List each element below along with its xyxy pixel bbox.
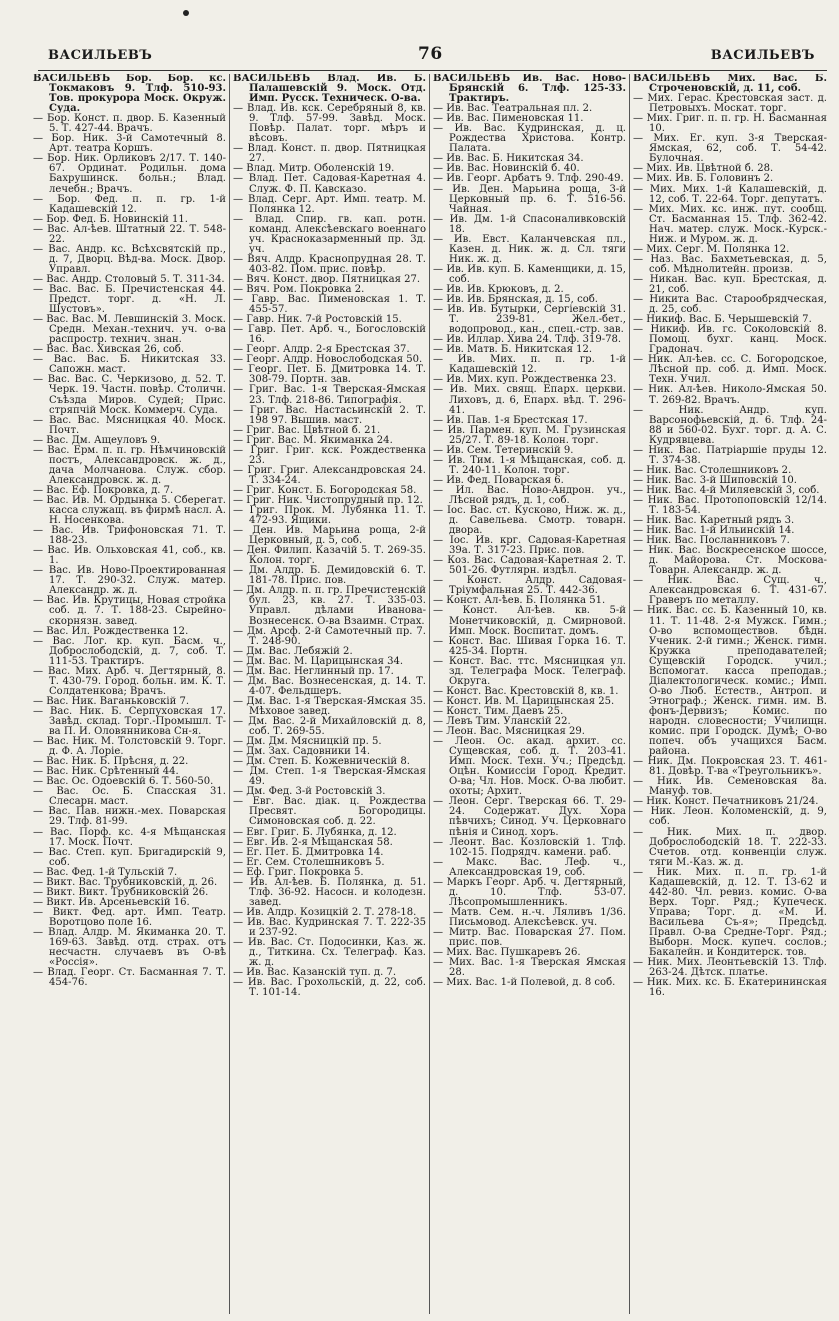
directory-entry: — Влад. Ив. кск. Серебряный 8, кв. 9. Тлф. 57-99. Завѣд. Моск. Повѣр. Палат. торг. мѣръ и вѣсовъ.	[233, 103, 426, 145]
directory-entry: — Ив. Ив. Брянская, д. 15, соб.	[433, 294, 598, 306]
directory-entry: — Ив. Вас. Пименовская 11.	[433, 113, 584, 125]
directory-entry: — Коз. Вас. Садовая-Каретная 2. Т. 501-26. Футлярн. издѣл.	[433, 555, 626, 577]
page-number: 76	[418, 44, 443, 64]
directory-entry: — Мих. Ив. Цвѣтной б. 28.	[633, 163, 774, 175]
directory-entry: — Мих. Вас. 1-я Тверская Ямская 28.	[433, 957, 626, 979]
directory-entry: — Ив. Фед. Поварская 6.	[433, 474, 564, 486]
directory-entry: — Викт. Фед. арт. Имп. Театр. Воротцово поле 16.	[33, 906, 226, 928]
directory-entry: — Конст. Вас. Шивая Горка 16. Т. 425-34. Портн.	[433, 635, 626, 657]
directory-entry: — Ив. Вас. Новинскій б. 40.	[433, 163, 580, 175]
directory-entry: — Дм. Вас. Лебяжій 2.	[233, 645, 353, 657]
directory-entry: — Вас. Пав. нижн.-мех. Поварская 29. Тлф. 81-99.	[33, 806, 226, 828]
directory-entry: — Григ. Григ. кск. Рождественка 23.	[233, 444, 426, 466]
directory-entry: — Наз. Вас. Бахметьевская, д. 5, соб. Мѣднолитейн. произв.	[633, 253, 827, 275]
directory-entry: — Вас. Мих. Арб. ч. Дегтярный, 8. Т. 430-79. Город. больн. им. К. Т. Солдатенкова; Врачъ.	[33, 665, 226, 697]
directory-entry: — Мих. Ив. Б. Головинъ 2.	[633, 173, 774, 185]
ink-spot	[183, 10, 189, 16]
column-3	[430, 74, 630, 1314]
directory-entry: — Гавр. Пет. Арб. ч., Богословскій 16.	[233, 324, 426, 346]
directory-entry: — Вас. Ос. Б. Спасская 31. Слесарн. маст.	[33, 786, 226, 808]
directory-entry: — Вас. Ив. Крутицы, Новая стройка соб. д. 7. Т. 188-23. Сырейно-скорнязн. завед.	[33, 595, 226, 627]
directory-entry: — Ив. Тим. 1-я Мѣщанская, соб. д. Т. 240-11. Колон. торг.	[433, 454, 626, 476]
directory-entry: — Евг. Вас. діак. ц. Рождества Пресвят. Богородицы. Симоновская соб. д. 22.	[233, 796, 426, 828]
directory-entry: — Никан. Вас. куп. Брестская, д. 21, соб.	[633, 273, 827, 295]
directory-entry: — Ник. Вас. 4-й Миляевскій 3, соб.	[633, 484, 820, 496]
directory-entry: — Вас. Ник. Б. Серпуховская 17. Завѣд. склад. Торг.-Промышл. Т-ва П. И. Оловянникова Сн-я.	[33, 705, 226, 738]
directory-entry: — Вас. Ив. Ново-Проектированная 17. Т. 290-32. Служ. матер. Александр. ж. д.	[33, 565, 226, 597]
directory-entry: — Ив. Вас. Казанскій туп. д. 7.	[233, 967, 397, 979]
directory-entry: — Конст. Ал-ѣев. Б. Полянка 51.	[433, 595, 606, 607]
directory-entry: — Конст. Тим. Даевъ 25.	[433, 705, 564, 717]
directory-entry: — Ив. Матв. Б. Никитская 12.	[433, 344, 593, 356]
directory-entry: — Никита Вас. Старообрядческая, д. 25, соб.	[633, 294, 827, 316]
directory-entry: — Ив. Мих. свящ. Епарх. церкви. Лиховъ, д. 6, Епарх. вѣд. Т. 296-41.	[433, 384, 626, 416]
directory-entry: — Ник. Леон. Коломенскій, д. 9, соб.	[633, 806, 827, 828]
directory-entry: — Маркъ Георг. Арб. ч. Дегтярный, д. 10. Тлф. 53-07. Лѣсопромышленникъ.	[433, 876, 626, 908]
directory-entry: — Ив. Пармен. куп. М. Грузинская 25/27. Т. 89-18. Колон. торг.	[433, 424, 626, 446]
directory-entry: — Ник. Вас. 3-й Шиповскій 10.	[633, 474, 797, 486]
directory-entry: — Бор. Фед. п. п. гр. 1-й Кадашевскій 12.	[33, 193, 226, 215]
directory-entry: — Вас. Вас. М. Левшинскій 3. Моск. Средн. Механ.-технич. уч. о-ва распростр. технич. знан.	[33, 314, 226, 346]
directory-entry: — Ник. Вас. Патріаршіе пруды 12. Т. 374-38.	[633, 444, 827, 466]
running-header-right: ВАСИЛЬЕВЪ	[710, 48, 815, 63]
directory-entry: — Григ. Вас. М. Якиманка 24.	[233, 434, 393, 446]
columns	[30, 74, 836, 1314]
directory-entry: — Мих. Вас. 1-й Полевой, д. 8 соб.	[433, 977, 616, 989]
directory-entry: — Евг. Ив. 2-я Мѣщанская 58.	[233, 836, 393, 848]
column-2	[230, 74, 430, 1314]
directory-entry: — Ив. Вас. Б. Никитская 34.	[433, 153, 584, 165]
directory-entry: — Ив. Ив. куп. Б. Каменщики, д. 15, соб.	[433, 263, 626, 285]
directory-entry: — Ник. Мих. кс. Б. Екатерининская 16.	[633, 977, 827, 999]
directory-entry: — Іос. Ив. крг. Садовая-Каретная 39а. Т. 317-23. Прис. пов.	[433, 535, 626, 557]
directory-entry: — Вас. Ос. Одоевскій 6. Т. 560-50.	[33, 776, 214, 788]
directory-entry: — Григ. Конст. Б. Богородская 58.	[233, 484, 417, 496]
directory-entry: — Вас. Дм. Ащеуловъ 9.	[33, 434, 161, 446]
directory-entry: — Леон. Вас. Мясницкая 29.	[433, 726, 585, 738]
directory-entry: — Конст. Вас. ттс. Мясницкая ул. зд. Телеграфа Моск. Телеграф. Округа.	[433, 655, 626, 687]
directory-entry: — Георг. Алдр. 2-я Брестская 37.	[233, 344, 410, 356]
directory-entry: — Вас. Лог. кр. куп. Басм. ч., Доброслободскій, д. 7, соб. Т. 111-53. Трактиръ.	[33, 635, 226, 667]
directory-entry: — Ник. Конст. Печатниковъ 21/24.	[633, 796, 819, 808]
directory-entry: — Бор. Ник. 3-й Самотечный 8. Арт. театра Коршъ.	[33, 133, 226, 155]
directory-entry: ВАСИЛЬЕВЪ Мих. Вас. Б. Строченовскій, д. 11, соб.	[633, 74, 827, 95]
directory-entry: — Влад. Спир. гв. кап. ротн. команд. Алексѣевскаго военнаго уч. Красноказарменный пр. 3д. уч.	[233, 213, 426, 255]
directory-entry: — Влад. Георг. Ст. Басманная 7. Т. 454-76.	[33, 967, 226, 989]
directory-entry: — Ник. Мих. Леонтьевскій 13. Тлф. 263-24. Дѣтск. платье.	[633, 957, 827, 979]
directory-entry: — Ник. Вас. Столешниковъ 2.	[633, 464, 792, 476]
directory-entry: — Вас. Ив. М. Ордынка 5. Сберегат. касса служащ. въ фирмѣ насл. А. Н. Носенкова.	[33, 494, 226, 527]
directory-entry: — Ив. Мих. п. п. гр. 1-й Кадашевскій 12.	[433, 354, 626, 376]
directory-entry: — Вас. Еф. Покровка, д. 7.	[33, 484, 174, 496]
directory-entry: — Ив. Ал-ѣев. Б. Полянка, д. 51. Тлф. 36-92. Насосн. и колодезн. завед.	[233, 876, 426, 908]
directory-entry: — Ник. Вас. Протопоповскій 12/14. Т. 183-54.	[633, 494, 827, 517]
directory-entry: — Вас. Степ. куп. Бригадирскій 9, соб.	[33, 846, 226, 868]
directory-entry: — Конст. Ив. М. Царицынская 25.	[433, 695, 615, 707]
directory-entry: — Григ. Прок. М. Лубянка 11. Т. 472-93. Ящики.	[233, 505, 426, 527]
directory-entry: — Леон. Ос. акад. архит. сс. Сущевская, соб. д. Т. 203-41. Имп. Моск. Техн. Уч.; Предсѣд. Оцѣн. Комиссіи Город. Кредит. О-ва; Чл. Нов. Моск. О-ва любит. охоты; Архит.	[433, 736, 626, 798]
directory-entry: — Ив. Мих. куп. Рождественка 23.	[433, 374, 617, 386]
directory-entry: — Гавр. Ник. 7-й Ростовскій 15.	[233, 314, 402, 326]
directory-entry: — Вас. Фед. 1-й Тульскій 7.	[33, 866, 178, 878]
directory-entry: — Ник. Ал-ѣев. Николо-Ямская 50. Т. 269-82. Врачъ.	[633, 384, 827, 406]
directory-entry: — Бор. Фед. Б. Новинскій 11.	[33, 213, 188, 225]
directory-entry: — Леон. Серг. Тверская 66. Т. 29-24. Содержат. Дух. Хора пѣвчихъ; Синод. Уч. Церковнаго пѣнія и Синод. хоръ.	[433, 796, 626, 838]
directory-entry: — Вас. Вас. Б. Пречистенская 44. Предст. торг. д. «Н. Л. Шустовъ».	[33, 283, 226, 316]
directory-entry: — Дм. Алдр. п. п. гр. Пречистенскій бул. 23, кв. 27. Т. 335-03. Управл. дѣлами Иванова-Вознесенск. О-ва Взаимн. Страх.	[233, 585, 426, 627]
directory-entry: — Вяч. Алдр. Краснопрудная 28. Т. 403-82. Пом. прис. повѣр.	[233, 253, 426, 275]
directory-entry: — Дм. Вас. Вознесенская, д. 14. Т. 4-07. Фельдшеръ.	[233, 675, 426, 697]
directory-entry: — Мих. Ег. куп. 3-я Тверская-Ямская, 62, соб. Т. 54-42. Булочная.	[633, 133, 827, 165]
directory-entry: — Вас. Ник. Б. Прѣсня, д. 22.	[33, 756, 189, 768]
directory-entry: — Григ. Ник. Чистопрудный пр. 12.	[233, 494, 423, 506]
directory-entry: — Дм. Фед. 3-й Ростовскій 3.	[233, 786, 386, 798]
column-1	[30, 74, 230, 1314]
directory-entry: — Вас. Ерм. п. п. гр. Нѣмчиновскій постъ, Александровск. ж. д., дача Молчанова. Служ. сбор. Александровск. ж. д.	[33, 444, 226, 486]
directory-entry: — Ник. Ив. Семеновская 8а. Мануф. тов.	[633, 776, 827, 798]
directory-entry: — Ив. Ив. Крюковъ, д. 2.	[433, 283, 564, 295]
directory-entry: — Дм. Вас. М. Царицынская 34.	[233, 655, 404, 667]
directory-entry: — Ив. Дм. 1-й Спасоналивковскій 18.	[433, 213, 626, 235]
directory-entry: — Матв. Сем. н.-ч. Ляливъ 1/36. Письмовод. Алексѣевск. уч.	[433, 906, 626, 928]
directory-entry: — Дм. Зах. Садовники 14.	[233, 746, 371, 758]
directory-entry: — Бор. Конст. п. двор. Б. Казенный 5. Т. 427-44. Врачъ.	[33, 113, 226, 135]
directory-entry: — Ник. Мих. п. п. гр. 1-й Кадашевскій, д. 12. Т. 13-62 и 442-80. Чл. ревиз. комис. О-ва Верх. Торг. Ряд.; Купеческ. Управа; Торг. д. «М. И. Васильева Съ-я»; Предсѣд. Правл. О-ва Средне-Торг. Ряд.; Выборн. Моск. купеч. сослов.; Бакалейн. и Кондитерск. тов.	[633, 866, 827, 959]
directory-entry: — Вяч. Конст. двор. Пятницкая 27.	[233, 273, 421, 285]
directory-entry: — Евг. Григ. Б. Лубянка, д. 12.	[233, 826, 397, 838]
directory-entry: — Мих. Мих. кс. инж. пут. сообщ. Ст. Басманная 15. Тлф. 362-42. Нач. матер. служ. Моск.-Курск.-Ниж. и Муром. ж. д.	[633, 203, 827, 245]
directory-entry: — Влад. Алдр. М. Якиманка 20. Т. 169-63. Завѣд. отд. страх. отъ несчастн. случаевъ въ О-вѣ «Россія».	[33, 926, 226, 969]
directory-entry: — Макс. Вас. Леф. ч., Александровская 19, соб.	[433, 856, 626, 878]
directory-entry: — Ник. Вас. сс. Б. Казенный 10, кв. 11. Т. 11-48. 2-я Мужск. Гимн.; О-во вспомоществов. бѣдн. Ученик. 2-й гимн.; Женск. гимн. Кружка преподавателей; Сущевскій Городск. учил.; Вспомогат. касса преподав.; Діалектологическ. комис.; Имп. О-во Люб. Естеств., Антроп. и Этнограф.; Женск. гимн. им. В. фонъ-Дервизъ; Комис. по народн. словесности; Училищн. комис. при Городск. Думѣ; О-во попеч. объ учащихся Басм. района.	[633, 605, 827, 758]
directory-entry: — Ив. Иллар. Хива 24. Тлф. 319-78.	[433, 334, 622, 346]
directory-entry: — Дм. Алдр. Б. Демидовскій 6. Т. 181-78. Прис. пов.	[233, 565, 426, 587]
directory-entry: — Ник. Андр. куп. Варсонофьевскій, д. 6. Тлф. 24-88 и 560-02. Бухг. торг. д. А. С. Кудрявцева.	[633, 404, 827, 446]
directory-entry: — Дм. Дм. Мясницкій пр. 5.	[233, 736, 382, 748]
directory-entry: — Вас. Вас. Мясницкая 40. Моск. Почт.	[33, 414, 226, 436]
directory-entry: — Іос. Вас. ст. Кусково, Ниж. ж. д., д. Савельева. Смотр. товарн. двора.	[433, 505, 626, 537]
directory-entry: — Вяч. Ром. Покровка 2.	[233, 283, 365, 295]
directory-entry: — Вас. Ал-ѣев. Штатный 22. Т. 548-22.	[33, 223, 226, 245]
directory-entry: — Дм. Степ. Б. Кожевническій 8.	[233, 756, 410, 768]
directory-entry: — Викт. Вас. Трубниковскій, д. 26.	[33, 876, 218, 888]
directory-entry: — Конст. Ал-ѣев. кв. 5-й Монетчиковскій, д. Смирновой. Имп. Моск. Воспитат. домъ.	[433, 605, 626, 637]
directory-entry: — Вас. Ник. Ваганьковскій 7.	[33, 695, 190, 707]
directory-entry: — Ник. Дм. Покровская 23. Т. 461-81. Довѣр. Т-ва «Треугольникъ».	[633, 756, 827, 778]
directory-entry: — Вас. Вас. Хивская 26, соб.	[33, 344, 185, 356]
directory-entry: — Конст. Вас. Крестовскій 8, кв. 1.	[433, 685, 619, 697]
directory-entry: — Мих. Серг. М. Полянка 12.	[633, 243, 790, 255]
directory-entry: — Дм. Степ. 1-я Тверская-Ямская 49.	[233, 766, 426, 788]
directory-entry: — Ив. Алдр. Козицкій 2. Т. 278-18.	[233, 906, 417, 918]
directory-entry: — Ник. Ал-ѣев. сс. С. Богородское, Лѣсной пр. соб. д. Имп. Моск. Техн. Учил.	[633, 354, 827, 386]
directory-entry: — Ив. Вас. Грохольскій, д. 22, соб. Т. 101-14.	[233, 977, 426, 999]
directory-entry: — Ник. Вас. Посланниковъ 7.	[633, 535, 790, 547]
directory-entry: — Ив. Вас. Кудринская 7. Т. 222-35 и 237-92.	[233, 916, 426, 938]
directory-entry: — Викт. Ив. Арсеньевскій 16.	[33, 896, 190, 908]
directory-entry: — Вас. Вас. Б. Никитская 33. Сапожн. маст.	[33, 354, 226, 376]
directory-entry: — Ив. Пав. 1-я Брестская 17.	[433, 414, 588, 426]
directory-entry: — Митр. Вас. Поварская 27. Пом. прис. пов.	[433, 926, 626, 949]
directory-entry: — Ден. Ив. Марьина роща, 2-й Церковный, д. 5, соб.	[233, 525, 426, 547]
directory-entry: — Леонт. Вас. Козловскій 1. Тлф. 102-15. Подрядч. камени. раб.	[433, 836, 626, 858]
directory-entry: — Ив. Вас. Кудринская, д. ц. Рождества Христова. Контр. Палата.	[433, 123, 626, 155]
directory-entry: ВАСИЛЬЕВЪ Ив. Вас. Ново-Брянскій 6. Тлф. 125-33. Трактиръ.	[433, 74, 626, 105]
directory-entry: — Вас. Ник. М. Толстовскій 9. Торг. д. Ф. А. Лорiе.	[33, 736, 226, 758]
directory-entry: — Ив. Вас. Ст. Подосинки, Каз. ж. д., Титкина. Сх. Телеграф. Каз. ж. д.	[233, 937, 426, 969]
directory-entry: — Ег. Пет. Б. Дмитровка 14.	[233, 846, 384, 858]
directory-entry: — Ил. Вас. Ново-Андрон. уч., Лѣсной рядъ, д. 1, соб.	[433, 484, 626, 506]
directory-entry: — Ник. Вас. Каретный рядъ 3.	[633, 515, 795, 527]
directory-entry: — Ив. Сем. Тетеринскій 9.	[433, 444, 574, 456]
directory-entry: — Ден. Филип. Казачій 5. Т. 269-35. Колон. торг.	[233, 545, 426, 567]
directory-entry: ВАСИЛЬЕВЪ Влад. Ив. Б. Палашевскій 9. Моск. Отд. Имп. Русск. Техническ. О-ва.	[233, 74, 426, 105]
directory-entry: — Бор. Ник. Орликовъ 2/17. Т. 140-67. Ординат. Родильн. дома Бахрушинск. больн.; Влад. лечебн.; Врачъ.	[33, 153, 226, 195]
directory-entry: — Дм. Вас. 1-я Тверская-Ямская 35. Мѣховое завед.	[233, 695, 426, 717]
directory-entry: — Дм. Вас. 2-й Михайловскій д. 8, соб. Т. 269-55.	[233, 716, 426, 738]
directory-entry: — Ив. Вас. Театральная пл. 2.	[433, 103, 593, 115]
directory-entry: — Георг. Алдр. Новослободская 50.	[233, 354, 423, 366]
directory-entry: — Еф. Григ. Покровка 5.	[233, 866, 364, 878]
directory-entry: — Дм. Вас. Неглинный пр. 17.	[233, 665, 394, 677]
directory-entry: — Вас. Андр. Столовый 5. Т. 311-34.	[33, 273, 225, 285]
directory-entry: — Влад. Митр. Оболенскій 19.	[233, 163, 395, 175]
directory-entry: — Гавр. Вас. Пименовская 1. Т. 455-57.	[233, 294, 426, 316]
directory-entry: — Ник. Вас. Воскресенское шоссе, д. Майорова. Ст. Москова-Товарн. Александр. ж. д.	[633, 545, 827, 577]
directory-entry: ВАСИЛЬЕВЪ Бор. Бор. кс. Токмаковъ 9. Тлф. 510-93. Тов. прокурора Моск. Окруж. Суда.	[33, 74, 226, 115]
directory-entry: — Никиф. Вас. Б. Черышевскій 7.	[633, 314, 812, 326]
directory-entry: — Левъ Тим. Уланскій 22.	[433, 716, 571, 727]
directory-entry: — Ник. Мих. п. двор. Доброслободскій 18. Т. 222-33. Счетов. отд. конвенціи служ. тяги М.-Каз. ж. д.	[633, 826, 827, 868]
directory-entry: — Влад. Серг. Арт. Имп. театр. М. Полянка 12.	[233, 193, 426, 215]
directory-entry: — Ив. Ден. Марьина роща, 3-й Церковный пр. 6. Т. 516-56. Чайная.	[433, 183, 626, 215]
directory-entry: — Влад. Пет. Садовая-Каретная 4. Служ. Ф. П. Кавсказо.	[233, 173, 426, 195]
directory-entry: — Григ. Вас. Цвѣтной б. 21.	[233, 424, 381, 436]
directory-entry: — Вас. Ил. Рождественка 12.	[33, 625, 189, 637]
directory-entry: — Ник. Вас. Сущ. ч., Александровская 6. Т. 431-67. Граверъ по металлу.	[633, 575, 827, 607]
directory-entry: — Викт. Викт. Трубниковскій 26.	[33, 886, 209, 898]
directory-entry: — Мих. Мих. 1-й Калашевскій, д. 12, соб. Т. 22-64. Торг. депутатъ.	[633, 183, 827, 205]
directory-entry: — Ив. Ив. Бутырки, Сергіевскій 31. Т. 239-81. Жел.-бет., водопровод., кан., спец.-стр. зав.	[433, 304, 626, 336]
directory-entry: — Георг. Пет. Б. Дмитровка 14. Т. 308-79. Портн. зав.	[233, 364, 426, 386]
directory-entry: — Вас. Ник. Срѣтенный 44.	[33, 766, 179, 778]
directory-entry: — Григ. Вас. 1-я Тверская-Ямская 23. Тлф. 218-86. Типографія.	[233, 384, 426, 406]
directory-entry: — Ник. Вас. 1-й Ильинскій 14.	[633, 525, 795, 537]
header-rule	[38, 70, 827, 71]
directory-entry: — Конст. Алдр. Садовая-Тріумфальная 25. Т. 442-36.	[433, 575, 626, 597]
directory-entry: — Вас. Ив. Трифоновская 71. Т. 188-23.	[33, 525, 226, 547]
directory-entry: — Мих. Вас. Пушкаревъ 26.	[433, 947, 581, 959]
directory-entry: — Григ. Григ. Александровская 24. Т. 334-24.	[233, 464, 426, 486]
directory-entry: — Влад. Конст. п. двор. Пятницкая 27.	[233, 143, 426, 165]
directory-entry: — Ег. Сем. Столешниковъ 5.	[233, 856, 385, 868]
directory-entry: — Ив. Георг. Арбатъ 9. Тлф. 290-49.	[433, 173, 624, 185]
directory-entry: — Вас. Ив. Ольховская 41, соб., кв. 1.	[33, 545, 226, 567]
directory-entry: — Ив. Евст. Каланчевская пл., Казен. д. Ник. ж. д. Сл. тяги Ник. ж. д.	[433, 233, 626, 265]
directory-entry: — Григ. Вас. Настасьинскій 2. Т. 198 97. Вышив. маст.	[233, 404, 426, 426]
running-header-left: ВАСИЛЬЕВЪ	[48, 48, 153, 63]
directory-entry: — Вас. Порф. кс. 4-я Мѣщанская 17. Моск. Почт.	[33, 826, 226, 848]
directory-entry: — Вас. Андр. кс. Всѣхсвятскій пр., д. 7, Дворц. Вѣд-ва. Моск. Двор. Управл.	[33, 243, 226, 275]
directory-entry: — Вас. Вас. С. Черкизово, д. 52. Т. Черк. 19. Частн. повѣр. Столичн. Съѣзда Миров. Судей; Прис. стряпчій Моск. Коммерч. Суда.	[33, 374, 226, 416]
column-4	[630, 74, 830, 1314]
directory-entry: — Никиф. Ив. гс. Соколовскій 8. Помощ. бухг. канц. Моск. Градонач.	[633, 324, 827, 356]
directory-entry: — Мих. Григ. п. п. гр. Н. Басманная 10.	[633, 113, 827, 135]
directory-entry: — Дм. Арсф. 2-й Самотечный пр. 7. Т. 248-90.	[233, 625, 426, 647]
directory-entry: — Мих. Герас. Крестовская заст. д. Петровыхъ. Москат. торг.	[633, 93, 827, 115]
